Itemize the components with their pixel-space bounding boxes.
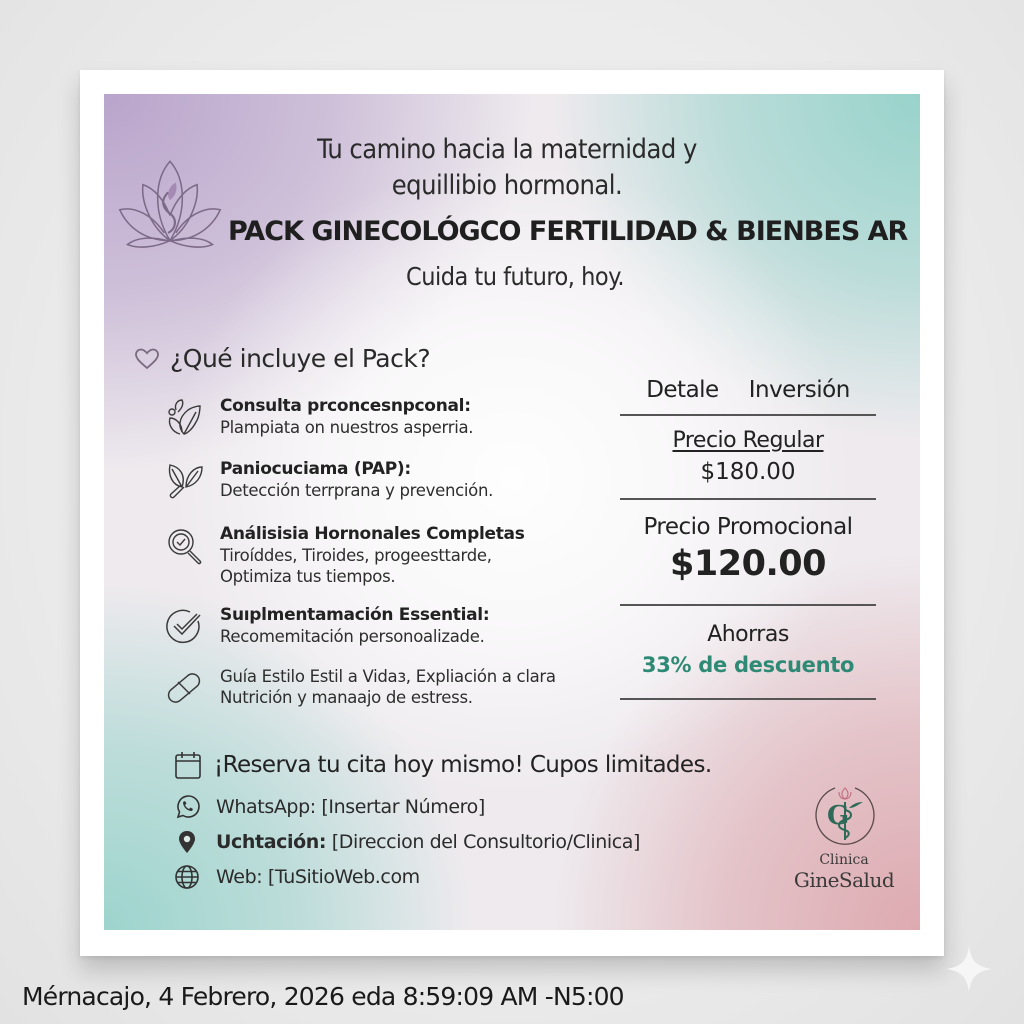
savings-row xyxy=(620,606,876,700)
savings-value: 33% de descuento xyxy=(641,653,855,677)
feature-title: Paniocuciama (PAP): xyxy=(220,459,411,479)
location-pin-icon xyxy=(174,829,200,855)
heart-icon xyxy=(134,347,160,371)
calendar-icon xyxy=(174,750,202,780)
clinic-name-line2: GineSalud xyxy=(793,868,895,892)
whatsapp-icon xyxy=(174,794,200,820)
regular-price-label: Precio Regular xyxy=(672,428,824,453)
leaf-sprout-icon xyxy=(164,461,204,501)
contact-value: [Insertar Número] xyxy=(315,796,485,818)
regular-price-row xyxy=(620,416,876,500)
footer-timestamp: Mérnacajo, 4 Febrero, 2026 eda 8:59:09 AM -N5:00 xyxy=(22,982,624,1011)
promo-price-row xyxy=(620,500,876,606)
clinic-logo xyxy=(784,780,904,892)
regular-price-value: $180.00 xyxy=(700,459,796,485)
feature-desc: Tiroíddes, Tiroides, progeesttarde, xyxy=(220,546,492,565)
subtitle: Cuida tu futuro, hoy. xyxy=(405,262,624,291)
feature-desc: Plampiata on nuestros asperria. xyxy=(220,418,474,437)
pricing-header-right: Inversión xyxy=(748,377,850,403)
contact-location[interactable] xyxy=(174,829,640,855)
pricing-header-left: Detale xyxy=(646,377,719,403)
contact-value: [TuSitioWeb.com xyxy=(262,866,420,888)
emblem-letter: G xyxy=(827,801,850,831)
clinic-name-line1: Clinica xyxy=(819,852,869,868)
magnifier-icon xyxy=(164,526,204,566)
feature-item xyxy=(164,396,473,438)
check-circle-icon xyxy=(164,607,204,647)
pricing-table xyxy=(620,366,876,700)
feature-item xyxy=(164,605,489,647)
feature-item xyxy=(164,524,525,587)
includes-heading xyxy=(134,344,430,373)
globe-icon xyxy=(174,864,200,890)
feature-title: Análisisia Hornonales Completas xyxy=(220,524,525,544)
feature-desc: Optimiza tus tiempos. xyxy=(220,567,396,586)
contact-web[interactable] xyxy=(174,864,420,890)
feature-item xyxy=(164,459,493,501)
tagline-line-2: equillibio hormonal. xyxy=(391,170,623,201)
contact-label: Web: xyxy=(216,866,263,888)
feature-desc: Recomemitación personoalizade. xyxy=(220,627,485,646)
contact-whatsapp[interactable] xyxy=(174,794,485,820)
includes-heading-text: ¿Qué incluye el Pack? xyxy=(170,344,431,373)
leaves-icon xyxy=(164,398,204,438)
contact-label: WhatsApp: xyxy=(216,796,316,818)
pill-icon xyxy=(164,668,204,708)
feature-title: Consulta prconcesnpconal: xyxy=(220,396,471,416)
tagline-line-1: Tu camino hacia la maternidad y xyxy=(317,134,697,165)
call-to-action xyxy=(174,750,712,780)
feature-item xyxy=(164,666,556,708)
savings-label: Ahorras xyxy=(707,622,789,647)
contact-label: Uchtación: xyxy=(216,831,327,853)
contact-value: [Direccion del Consultorio/Clinica] xyxy=(326,831,641,853)
feature-desc: Nutrición y manaajo de estress. xyxy=(220,688,473,707)
pack-title: PACK GINECOLÓGCO FERTILIDAD & BIENBES AR xyxy=(228,216,908,247)
feature-desc: Detección terrprana y prevención. xyxy=(220,481,494,500)
promo-price-value: $120.00 xyxy=(670,544,826,584)
feature-title: Suıplmentamación Essential: xyxy=(220,605,490,625)
promo-price-label: Precio Promocional xyxy=(643,514,853,540)
feature-desc: Guía Estilo Estil a Vidaз, Expliación a clara xyxy=(220,667,556,686)
cta-text: ¡Reserva tu cita hoy mismo! Cupos limitades. xyxy=(214,752,712,778)
pricing-header xyxy=(620,366,876,416)
caduceus-emblem-icon xyxy=(809,780,879,850)
sparkle-icon xyxy=(944,944,994,994)
poster xyxy=(104,94,920,930)
